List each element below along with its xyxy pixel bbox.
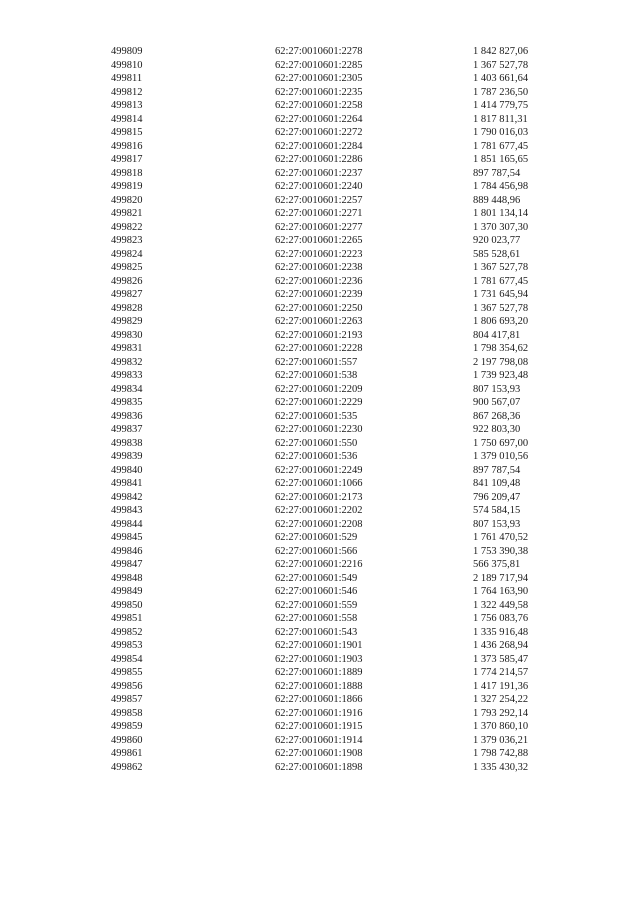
row-number-cell: 499812 xyxy=(111,86,143,98)
row-number-cell: 499846 xyxy=(111,545,143,557)
row-number-cell: 499820 xyxy=(111,194,143,206)
cadastral-value-cell: 1 806 693,20 xyxy=(473,316,529,327)
cadastral-value-cell: 900 567,07 xyxy=(473,397,521,408)
cadastral-value-cell: 1 367 527,78 xyxy=(473,59,529,71)
cadastral-value-cell: 585 528,61 xyxy=(473,248,521,260)
row-number-cell: 499837 xyxy=(111,424,143,435)
row-number-cell: 499842 xyxy=(111,491,143,503)
row-number-cell: 499829 xyxy=(111,316,143,327)
cadastral-number-cell: 62:27:0010601:2272 xyxy=(275,127,363,138)
row-number-cell: 499831 xyxy=(111,343,143,354)
table-row xyxy=(0,207,640,221)
row-number-cell: 499848 xyxy=(111,572,143,584)
cadastral-value-cell: 1 373 585,47 xyxy=(473,653,529,665)
row-number-cell: 499824 xyxy=(111,248,143,260)
table-row xyxy=(0,423,640,437)
table-row xyxy=(0,693,640,707)
row-number-cell: 499852 xyxy=(111,626,143,638)
row-number-cell: 499840 xyxy=(111,464,143,476)
cadastral-value-cell: 1 379 036,21 xyxy=(473,734,529,746)
table-row xyxy=(0,86,640,100)
cadastral-value-cell: 796 209,47 xyxy=(473,491,521,503)
table-row xyxy=(0,707,640,721)
cadastral-value-table xyxy=(0,45,640,774)
cadastral-value-cell: 1 335 916,48 xyxy=(473,626,529,638)
row-number-cell: 499835 xyxy=(111,397,143,408)
cadastral-value-cell: 897 787,54 xyxy=(473,464,521,476)
table-row xyxy=(0,140,640,154)
cadastral-number-cell: 62:27:0010601:566 xyxy=(275,545,358,557)
table-row xyxy=(0,113,640,127)
cadastral-number-cell: 62:27:0010601:2236 xyxy=(275,275,363,287)
cadastral-value-cell: 1 417 191,36 xyxy=(473,680,529,692)
cadastral-value-cell: 566 375,81 xyxy=(473,559,521,570)
cadastral-number-cell: 62:27:0010601:2216 xyxy=(275,559,363,570)
cadastral-value-cell: 574 584,15 xyxy=(473,505,521,516)
table-row xyxy=(0,275,640,289)
table-row xyxy=(0,639,640,653)
cadastral-number-cell: 62:27:0010601:559 xyxy=(275,599,358,611)
row-number-cell: 499839 xyxy=(111,451,143,462)
cadastral-number-cell: 62:27:0010601:549 xyxy=(275,572,358,584)
row-number-cell: 499817 xyxy=(111,154,143,165)
cadastral-value-cell: 922 803,30 xyxy=(473,424,521,435)
row-number-cell: 499844 xyxy=(111,518,143,530)
cadastral-number-cell: 62:27:0010601:538 xyxy=(275,370,358,381)
cadastral-value-cell: 807 153,93 xyxy=(473,383,521,395)
table-row xyxy=(0,59,640,73)
cadastral-number-cell: 62:27:0010601:2229 xyxy=(275,397,363,408)
cadastral-value-cell: 1 851 165,65 xyxy=(473,154,529,165)
row-number-cell: 499858 xyxy=(111,707,143,719)
cadastral-value-cell: 1 764 163,90 xyxy=(473,586,529,597)
table-row xyxy=(0,383,640,397)
row-number-cell: 499818 xyxy=(111,167,143,179)
cadastral-value-cell: 1 750 697,00 xyxy=(473,437,529,449)
cadastral-value-cell: 1 367 527,78 xyxy=(473,262,529,273)
cadastral-number-cell: 62:27:0010601:2193 xyxy=(275,329,363,341)
cadastral-number-cell: 62:27:0010601:2208 xyxy=(275,518,363,530)
cadastral-value-cell: 841 109,48 xyxy=(473,478,521,489)
cadastral-number-cell: 62:27:0010601:2271 xyxy=(275,208,363,219)
cadastral-number-cell: 62:27:0010601:2228 xyxy=(275,343,363,354)
cadastral-number-cell: 62:27:0010601:2209 xyxy=(275,383,363,395)
table-row xyxy=(0,194,640,208)
cadastral-number-cell: 62:27:0010601:1903 xyxy=(275,653,363,665)
cadastral-value-cell: 867 268,36 xyxy=(473,410,521,422)
cadastral-number-cell: 62:27:0010601:1889 xyxy=(275,667,363,678)
cadastral-value-cell: 1 781 677,45 xyxy=(473,140,529,152)
table-row xyxy=(0,288,640,302)
row-number-cell: 499851 xyxy=(111,613,143,624)
table-row xyxy=(0,437,640,451)
cadastral-value-cell: 1 781 677,45 xyxy=(473,275,529,287)
cadastral-number-cell: 62:27:0010601:1914 xyxy=(275,734,363,746)
table-row xyxy=(0,666,640,680)
cadastral-number-cell: 62:27:0010601:2265 xyxy=(275,235,363,246)
table-row xyxy=(0,491,640,505)
table-row xyxy=(0,720,640,734)
table-row xyxy=(0,315,640,329)
cadastral-number-cell: 62:27:0010601:550 xyxy=(275,437,358,449)
cadastral-value-cell: 1 842 827,06 xyxy=(473,46,529,57)
cadastral-value-cell: 1 335 430,32 xyxy=(473,761,529,773)
cadastral-number-cell: 62:27:0010601:2264 xyxy=(275,113,363,125)
cadastral-number-cell: 62:27:0010601:529 xyxy=(275,532,358,543)
cadastral-number-cell: 62:27:0010601:2277 xyxy=(275,221,363,233)
row-number-cell: 499814 xyxy=(111,113,143,125)
row-number-cell: 499853 xyxy=(111,640,143,651)
table-row xyxy=(0,248,640,262)
cadastral-value-cell: 1 414 779,75 xyxy=(473,100,529,111)
row-number-cell: 499822 xyxy=(111,221,143,233)
row-number-cell: 499813 xyxy=(111,100,143,111)
cadastral-value-cell: 1 739 923,48 xyxy=(473,370,529,381)
cadastral-number-cell: 62:27:0010601:543 xyxy=(275,626,358,638)
cadastral-number-cell: 62:27:0010601:2278 xyxy=(275,46,363,57)
cadastral-number-cell: 62:27:0010601:1066 xyxy=(275,478,363,489)
cadastral-number-cell: 62:27:0010601:1901 xyxy=(275,640,363,651)
cadastral-value-cell: 889 448,96 xyxy=(473,194,521,206)
cadastral-number-cell: 62:27:0010601:536 xyxy=(275,451,358,462)
cadastral-value-cell: 1 370 307,30 xyxy=(473,221,529,233)
row-number-cell: 499821 xyxy=(111,208,143,219)
table-row xyxy=(0,599,640,613)
row-number-cell: 499856 xyxy=(111,680,143,692)
row-number-cell: 499860 xyxy=(111,734,143,746)
row-number-cell: 499838 xyxy=(111,437,143,449)
table-row xyxy=(0,342,640,356)
row-number-cell: 499845 xyxy=(111,532,143,543)
cadastral-number-cell: 62:27:0010601:2235 xyxy=(275,86,363,98)
cadastral-number-cell: 62:27:0010601:535 xyxy=(275,410,358,422)
row-number-cell: 499825 xyxy=(111,262,143,273)
table-row xyxy=(0,612,640,626)
table-row xyxy=(0,396,640,410)
cadastral-value-cell: 1 784 456,98 xyxy=(473,181,529,192)
table-row xyxy=(0,329,640,343)
table-row xyxy=(0,221,640,235)
table-row xyxy=(0,747,640,761)
table-row xyxy=(0,153,640,167)
row-number-cell: 499826 xyxy=(111,275,143,287)
cadastral-number-cell: 62:27:0010601:1866 xyxy=(275,694,363,705)
cadastral-number-cell: 62:27:0010601:2305 xyxy=(275,73,363,84)
cadastral-value-cell: 1 774 214,57 xyxy=(473,667,529,678)
table-row xyxy=(0,626,640,640)
row-number-cell: 499811 xyxy=(111,73,143,84)
cadastral-value-cell: 1 798 742,88 xyxy=(473,748,529,759)
row-number-cell: 499816 xyxy=(111,140,143,152)
cadastral-number-cell: 62:27:0010601:2249 xyxy=(275,464,363,476)
table-row xyxy=(0,477,640,491)
cadastral-value-cell: 1 756 083,76 xyxy=(473,613,529,624)
cadastral-number-cell: 62:27:0010601:2263 xyxy=(275,316,363,327)
cadastral-value-cell: 1 367 527,78 xyxy=(473,302,529,314)
cadastral-value-cell: 1 761 470,52 xyxy=(473,532,529,543)
table-row xyxy=(0,99,640,113)
cadastral-number-cell: 62:27:0010601:1898 xyxy=(275,761,363,773)
cadastral-number-cell: 62:27:0010601:1916 xyxy=(275,707,363,719)
table-row xyxy=(0,167,640,181)
row-number-cell: 499850 xyxy=(111,599,143,611)
table-row xyxy=(0,653,640,667)
row-number-cell: 499854 xyxy=(111,653,143,665)
row-number-cell: 499810 xyxy=(111,59,143,71)
table-row xyxy=(0,734,640,748)
cadastral-number-cell: 62:27:0010601:2202 xyxy=(275,505,363,516)
cadastral-value-cell: 1 370 860,10 xyxy=(473,721,529,732)
row-number-cell: 499849 xyxy=(111,586,143,597)
table-row xyxy=(0,45,640,59)
cadastral-value-cell: 1 379 010,56 xyxy=(473,451,529,462)
cadastral-value-cell: 1 753 390,38 xyxy=(473,545,529,557)
row-number-cell: 499859 xyxy=(111,721,143,732)
row-number-cell: 499809 xyxy=(111,46,143,57)
cadastral-value-cell: 1 817 811,31 xyxy=(473,113,528,125)
table-row xyxy=(0,410,640,424)
row-number-cell: 499819 xyxy=(111,181,143,192)
cadastral-number-cell: 62:27:0010601:1888 xyxy=(275,680,363,692)
row-number-cell: 499841 xyxy=(111,478,143,489)
table-row xyxy=(0,558,640,572)
row-number-cell: 499836 xyxy=(111,410,143,422)
table-row xyxy=(0,572,640,586)
row-number-cell: 499833 xyxy=(111,370,143,381)
cadastral-number-cell: 62:27:0010601:2238 xyxy=(275,262,363,273)
cadastral-number-cell: 62:27:0010601:2284 xyxy=(275,140,363,152)
cadastral-number-cell: 62:27:0010601:2237 xyxy=(275,167,363,179)
table-row xyxy=(0,234,640,248)
row-number-cell: 499828 xyxy=(111,302,143,314)
cadastral-number-cell: 62:27:0010601:2250 xyxy=(275,302,363,314)
cadastral-number-cell: 62:27:0010601:2230 xyxy=(275,424,363,435)
table-row xyxy=(0,518,640,532)
row-number-cell: 499832 xyxy=(111,356,143,368)
cadastral-value-cell: 804 417,81 xyxy=(473,329,521,341)
table-row xyxy=(0,504,640,518)
table-row xyxy=(0,585,640,599)
cadastral-value-cell: 1 798 354,62 xyxy=(473,343,529,354)
table-row xyxy=(0,356,640,370)
cadastral-number-cell: 62:27:0010601:2286 xyxy=(275,154,363,165)
cadastral-number-cell: 62:27:0010601:1908 xyxy=(275,748,363,759)
table-row xyxy=(0,72,640,86)
table-row xyxy=(0,450,640,464)
cadastral-number-cell: 62:27:0010601:2240 xyxy=(275,181,363,192)
cadastral-value-cell: 2 197 798,08 xyxy=(473,356,529,368)
cadastral-value-cell: 1 787 236,50 xyxy=(473,86,529,98)
row-number-cell: 499823 xyxy=(111,235,143,246)
cadastral-number-cell: 62:27:0010601:557 xyxy=(275,356,358,368)
cadastral-value-cell: 807 153,93 xyxy=(473,518,521,530)
cadastral-value-cell: 920 023,77 xyxy=(473,235,521,246)
cadastral-number-cell: 62:27:0010601:2173 xyxy=(275,491,363,503)
table-row xyxy=(0,464,640,478)
row-number-cell: 499862 xyxy=(111,761,143,773)
cadastral-value-cell: 1 793 292,14 xyxy=(473,707,529,719)
cadastral-number-cell: 62:27:0010601:558 xyxy=(275,613,358,624)
cadastral-number-cell: 62:27:0010601:1915 xyxy=(275,721,363,732)
row-number-cell: 499815 xyxy=(111,127,143,138)
cadastral-number-cell: 62:27:0010601:546 xyxy=(275,586,358,597)
cadastral-value-cell: 1 403 661,64 xyxy=(473,73,529,84)
table-row xyxy=(0,531,640,545)
cadastral-number-cell: 62:27:0010601:2223 xyxy=(275,248,363,260)
cadastral-value-cell: 1 327 254,22 xyxy=(473,694,529,705)
cadastral-value-cell: 897 787,54 xyxy=(473,167,521,179)
cadastral-value-cell: 1 731 645,94 xyxy=(473,289,529,300)
cadastral-number-cell: 62:27:0010601:2285 xyxy=(275,59,363,71)
row-number-cell: 499861 xyxy=(111,748,143,759)
row-number-cell: 499857 xyxy=(111,694,143,705)
table-row xyxy=(0,180,640,194)
table-row xyxy=(0,126,640,140)
cadastral-number-cell: 62:27:0010601:2239 xyxy=(275,289,363,300)
row-number-cell: 499827 xyxy=(111,289,143,300)
table-row xyxy=(0,761,640,775)
table-row xyxy=(0,369,640,383)
cadastral-number-cell: 62:27:0010601:2257 xyxy=(275,194,363,206)
row-number-cell: 499834 xyxy=(111,383,143,395)
cadastral-number-cell: 62:27:0010601:2258 xyxy=(275,100,363,111)
row-number-cell: 499843 xyxy=(111,505,143,516)
table-row xyxy=(0,302,640,316)
row-number-cell: 499855 xyxy=(111,667,143,678)
table-row xyxy=(0,261,640,275)
cadastral-value-cell: 2 189 717,94 xyxy=(473,572,529,584)
table-row xyxy=(0,680,640,694)
cadastral-value-cell: 1 436 268,94 xyxy=(473,640,529,651)
cadastral-value-cell: 1 322 449,58 xyxy=(473,599,529,611)
table-row xyxy=(0,545,640,559)
row-number-cell: 499847 xyxy=(111,559,143,570)
cadastral-value-cell: 1 801 134,14 xyxy=(473,208,529,219)
cadastral-value-cell: 1 790 016,03 xyxy=(473,127,529,138)
row-number-cell: 499830 xyxy=(111,329,143,341)
